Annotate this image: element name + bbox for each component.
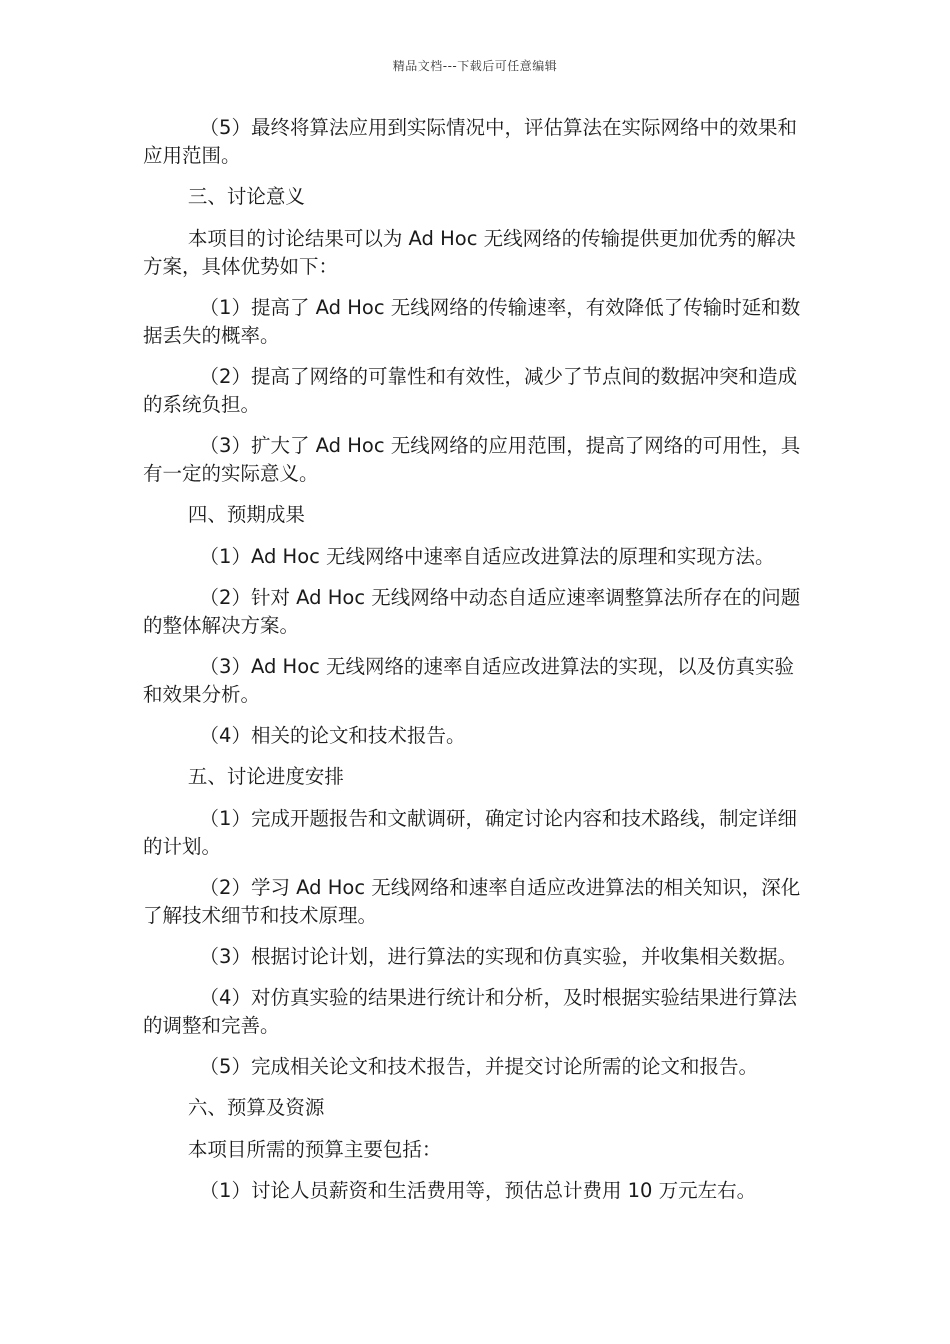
list-item: （1）Ad Hoc 无线网络中速率自适应改进算法的原理和实现方法。 (199, 545, 775, 568)
list-item: （3）扩大了 Ad Hoc 无线网络的应用范围，提高了网络的可用性，具有一定的实际意义。 (143, 434, 801, 485)
list-item: （2）提高了网络的可靠性和有效性，减少了节点间的数据冲突和造成的系统负担。 (143, 365, 797, 416)
document-body (143, 114, 807, 1218)
list-item: （1）讨论人员薪资和生活费用等，预估总计费用 10 万元左右。 (199, 1179, 757, 1202)
body-paragraph: 本项目所需的预算主要包括： (187, 1138, 442, 1161)
section-heading: 五、讨论进度安排 (187, 765, 344, 788)
list-item: （3）Ad Hoc 无线网络的速率自适应改进算法的实现，以及仿真实验和效果分析。 (143, 655, 795, 706)
section-heading: 四、预期成果 (187, 503, 305, 526)
list-item: （3）根据讨论计划，进行算法的实现和仿真实验，并收集相关数据。 (199, 945, 797, 968)
list-item: （1）提高了 Ad Hoc 无线网络的传输速率，有效降低了传输时延和数据丢失的概率。 (143, 296, 801, 347)
list-item: （2）针对 Ad Hoc 无线网络中动态自适应速率调整算法所存在的问题的整体解决方案。 (143, 586, 801, 637)
section-heading: 六、预算及资源 (187, 1096, 325, 1119)
list-item: （5）最终将算法应用到实际情况中，评估算法在实际网络中的效果和应用范围。 (143, 116, 797, 167)
body-paragraph: 本项目的讨论结果可以为 Ad Hoc 无线网络的传输提供更加优秀的解决方案，具体优势如下： (143, 227, 796, 278)
page-header: 精品文档---下载后可任意编辑 (392, 59, 558, 73)
list-item: （2）学习 Ad Hoc 无线网络和速率自适应改进算法的相关知识，深化了解技术细节和技术原理。 (143, 876, 801, 927)
list-item: （5）完成相关论文和技术报告，并提交讨论所需的论文和报告。 (199, 1055, 758, 1078)
section-heading: 三、讨论意义 (187, 185, 305, 208)
list-item: （4）相关的论文和技术报告。 (199, 724, 466, 747)
list-item: （1）完成开题报告和文献调研，确定讨论内容和技术路线，制定详细的计划。 (143, 807, 797, 858)
list-item: （4）对仿真实验的结果进行统计和分析，及时根据实验结果进行算法的调整和完善。 (143, 986, 797, 1037)
